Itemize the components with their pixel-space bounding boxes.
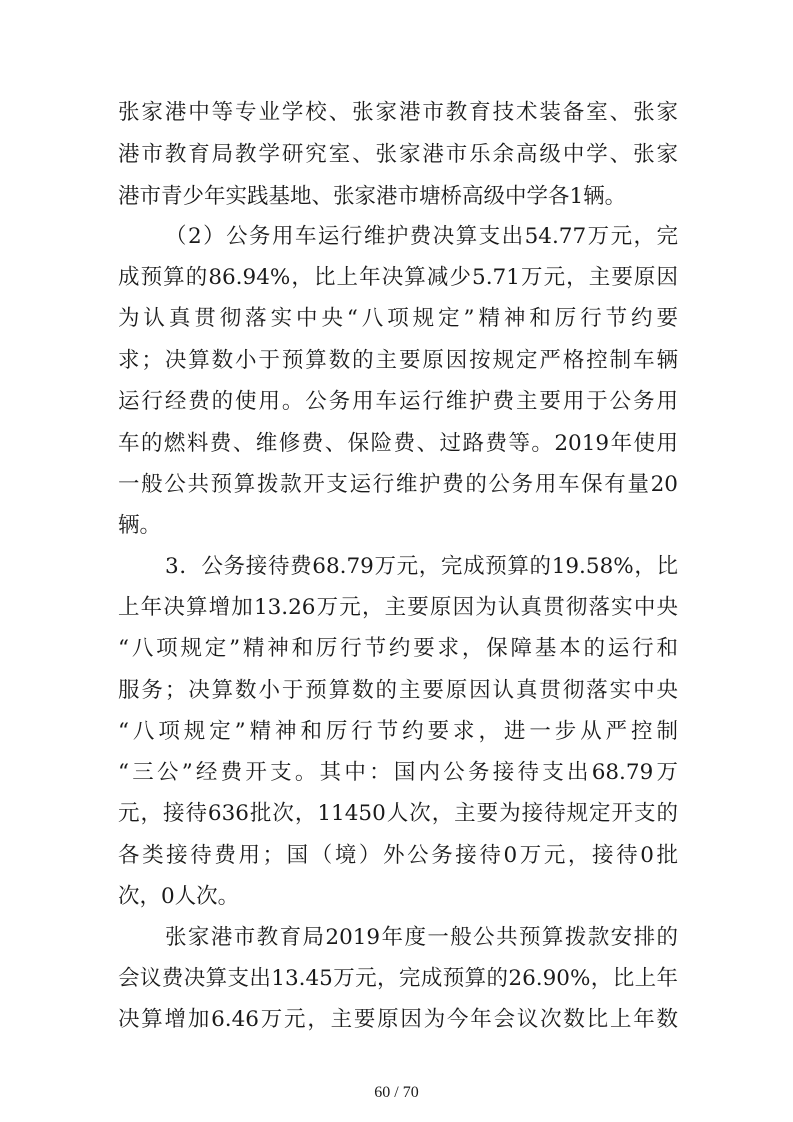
text-line-11: 辆。 — [118, 513, 162, 538]
text-line-18: 元，接待636批次，11450人次，主要为接待规定开支的 — [118, 801, 678, 826]
text-line-16: “八项规定”精神和厉行节约要求，进一步从严控制 — [118, 719, 678, 744]
text-line-7: 求；决算数小于预算数的主要原因按规定严格控制车辆 — [118, 348, 678, 373]
text-line-10: 一般公共预算拨款开支运行维护费的公务用车保有量20 — [118, 472, 678, 497]
text-line-6: 为认真贯彻落实中央“八项规定”精神和厉行节约要 — [118, 306, 678, 331]
text-line-20: 次，0人次。 — [118, 884, 240, 909]
text-line-4: （2）公务用车运行维护费决算支出54.77万元，完 — [165, 224, 678, 249]
page-number: 60 / 70 — [374, 1084, 419, 1101]
text-line-12: 3．公务接待费68.79万元，完成预算的19.58%，比 — [165, 554, 678, 579]
text-line-17: “三公”经费开支。其中：国内公务接待支出68.79万 — [118, 760, 678, 785]
text-line-2: 港市教育局教学研究室、张家港市乐余高级中学、张家 — [118, 142, 678, 167]
text-line-3: 港市青少年实践基地、张家港市塘桥高级中学各1辆。 — [118, 184, 627, 209]
text-line-19: 各类接待费用；国（境）外公务接待0万元，接待0批 — [118, 843, 678, 868]
text-line-22: 会议费决算支出13.45万元，完成预算的26.90%，比上年 — [118, 966, 678, 991]
text-line-8: 运行经费的使用。公务用车运行维护费主要用于公务用 — [118, 389, 678, 414]
text-line-5: 成预算的86.94%，比上年决算减少5.71万元，主要原因 — [118, 265, 678, 290]
text-line-14: “八项规定”精神和厉行节约要求，保障基本的运行和 — [118, 636, 678, 661]
text-line-21: 张家港市教育局2019年度一般公共预算拨款安排的 — [165, 925, 678, 950]
text-line-13: 上年决算增加13.26万元，主要原因为认真贯彻落实中央 — [118, 595, 678, 620]
text-line-1: 张家港中等专业学校、张家港市教育技术装备室、张家 — [118, 100, 678, 125]
text-line-23: 决算增加6.46万元，主要原因为今年会议次数比上年数 — [118, 1007, 678, 1032]
text-line-9: 车的燃料费、维修费、保险费、过路费等。2019年使用 — [118, 431, 678, 456]
text-line-15: 服务；决算数小于预算数的主要原因认真贯彻落实中央 — [118, 678, 678, 703]
